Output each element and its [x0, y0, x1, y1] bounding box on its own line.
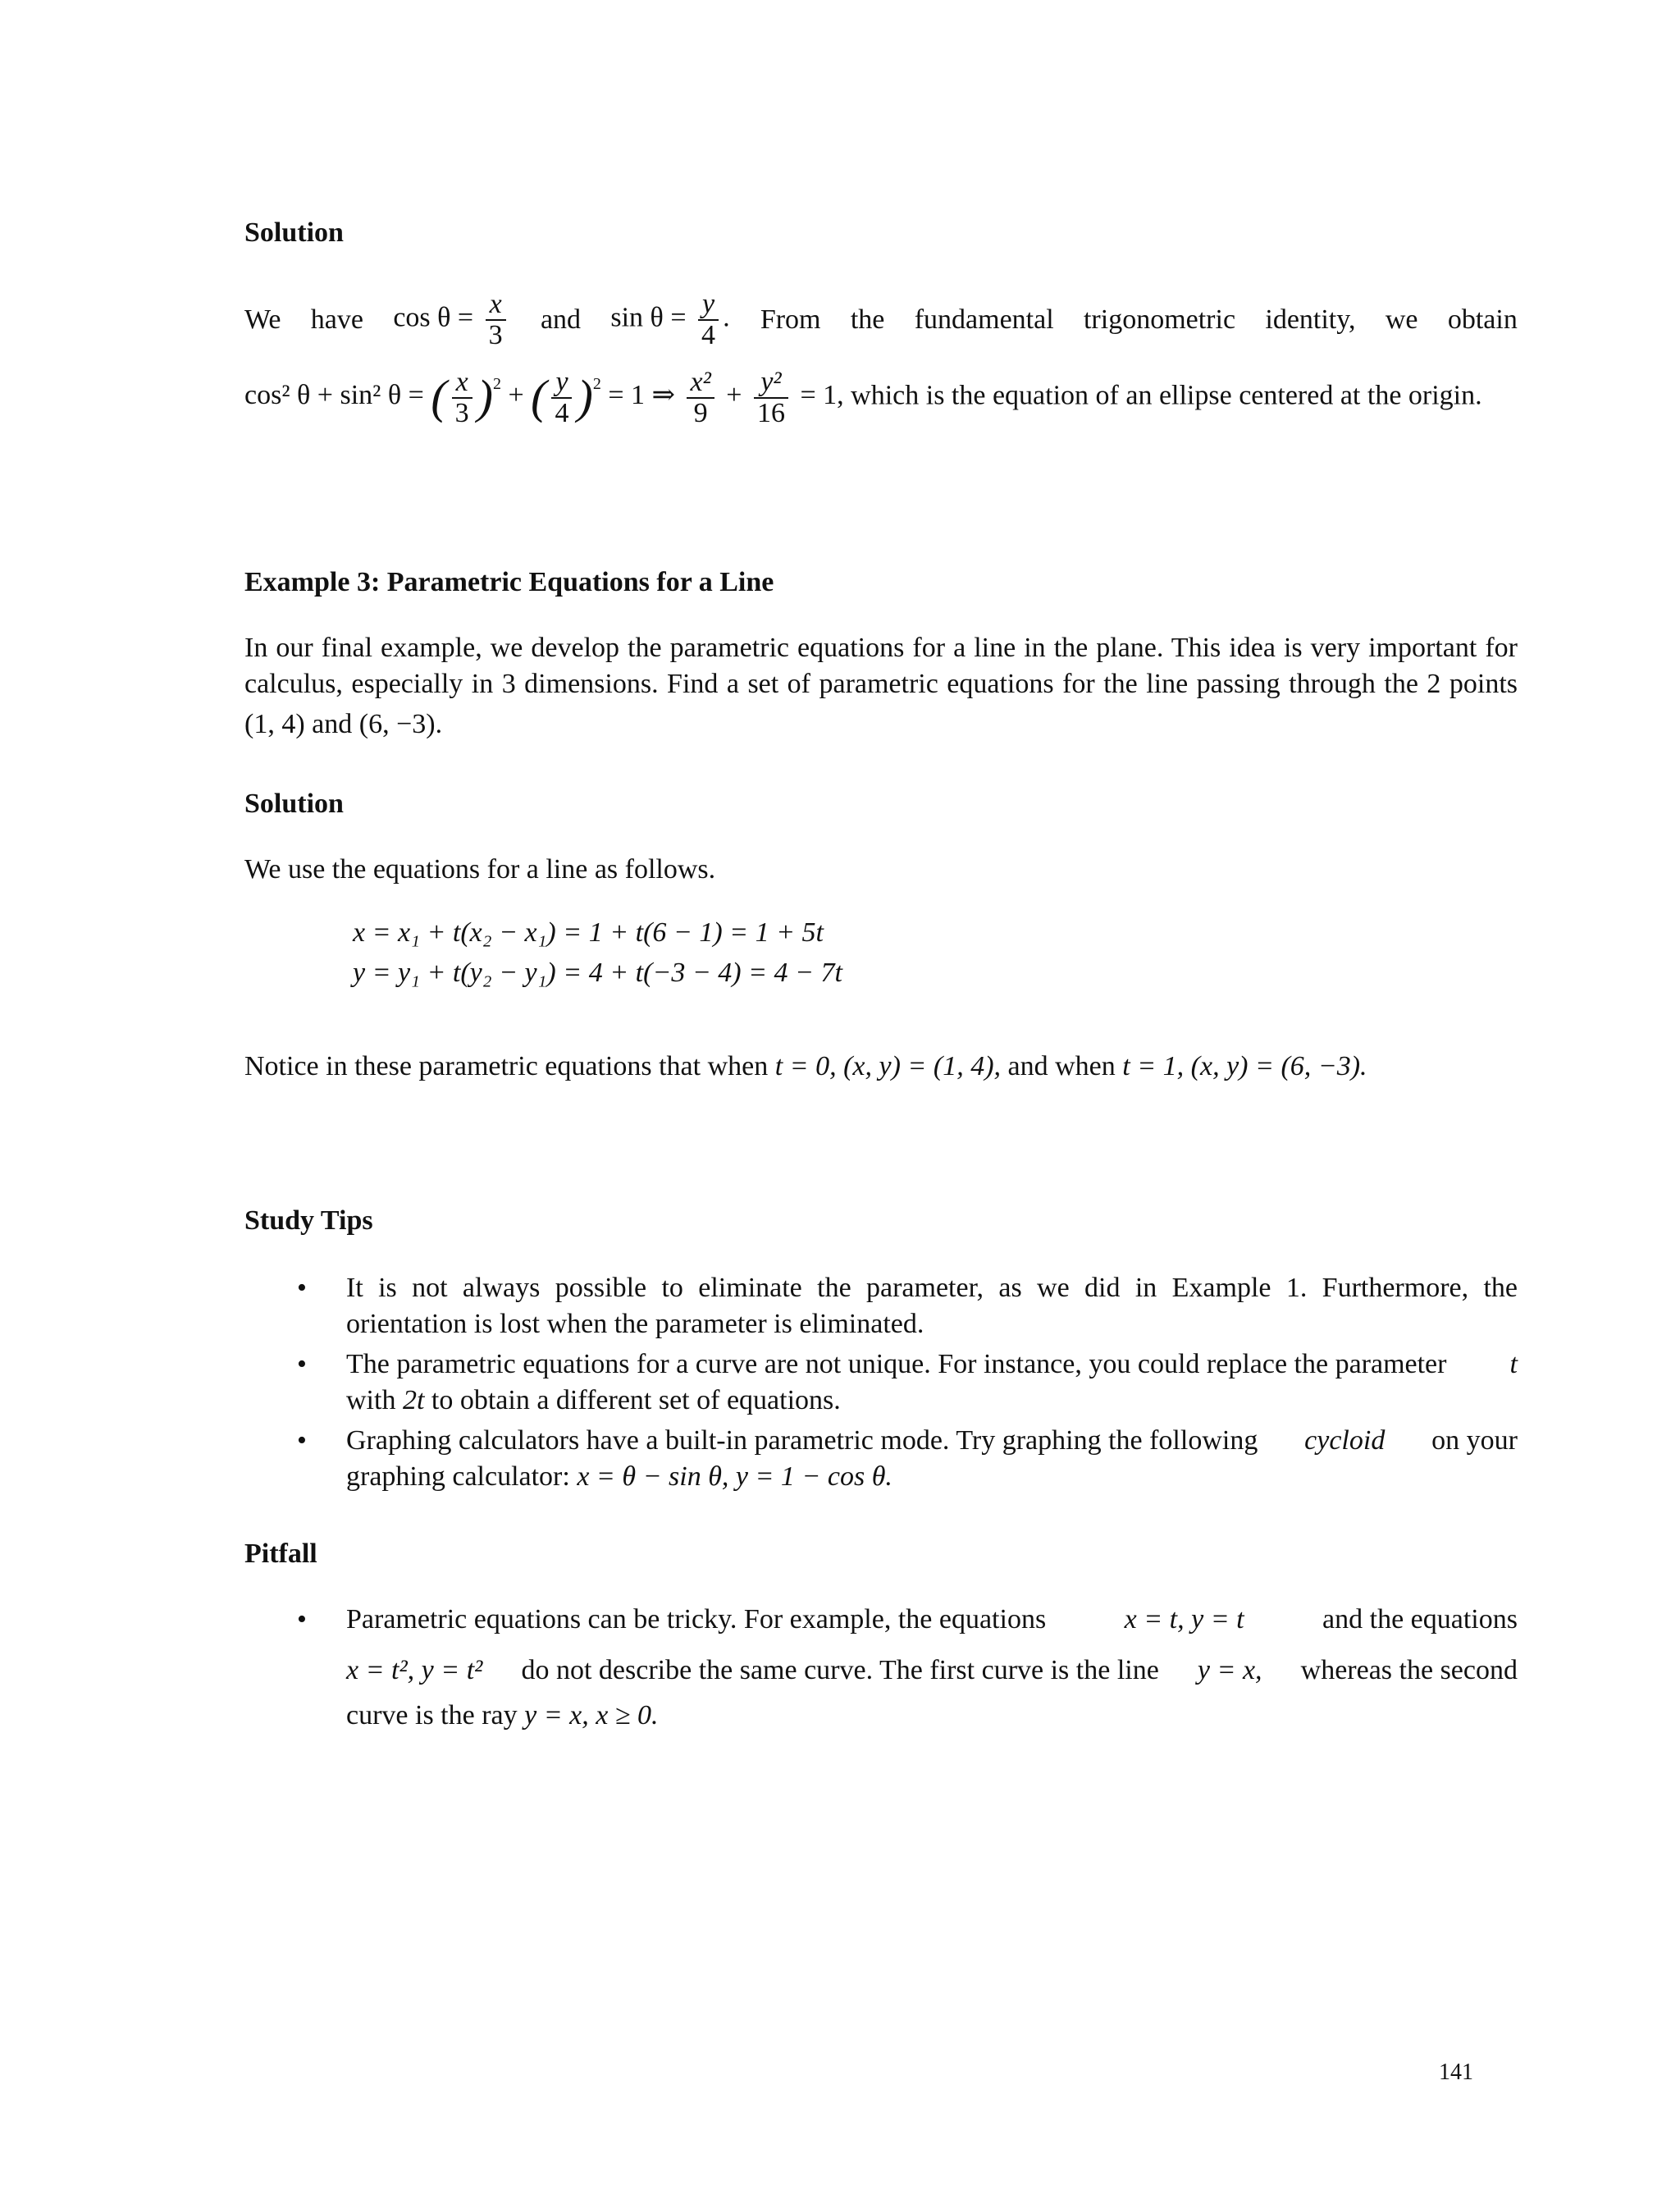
bullet-icon: • — [297, 1349, 307, 1380]
solution-line-1 — [244, 289, 1518, 351]
ellipse-sentence: which is the equation of an ellipse centered at the origin. — [851, 380, 1482, 411]
study-tips-list — [244, 1270, 1518, 1499]
point-2: (6, −3). — [358, 709, 443, 740]
identity-equation: cos² θ + sin² θ = ( $\frac{x}{3}$ )$^2$ + ( $\frac{y}{4}$ )$^2$ = 1 ⇒ $\frac{\text{x²}}{9}$ + $\frac{\text{y²}}{16}$ = 1, — [244, 367, 844, 428]
fraction: $\frac{y}{4}$ — [698, 290, 719, 350]
list-item: • Graphing calculators have a built-in parametric mode. Try graphing the following cycloid on your graphing calculator: x = θ − sin θ, y = 1 − cos θ. — [244, 1423, 1518, 1494]
fraction: $\frac{x}{3}$ — [486, 290, 506, 350]
cos-equation: cos θ = $\frac{x}{3}$ — [393, 290, 510, 350]
equation-x: x = x₁ + t(x₂ − x₁) = 1 + t(6 − 1) = 1 + 5t — [353, 917, 824, 948]
sin-equation: sin θ = $\frac{y}{4}$ . — [610, 289, 731, 350]
word: trigonometric — [1083, 304, 1236, 336]
notice-line: Notice in these parametric equations that when t = 0, (x, y) = (1, 4), and when t = 1, (x, y) = (6, −3). — [244, 1051, 1367, 1081]
page-number: 141 — [1439, 2060, 1473, 2085]
bullet-icon: • — [297, 1425, 307, 1456]
line-equations — [353, 912, 842, 994]
solution-line-2 — [244, 368, 1518, 427]
example-3-paragraph: In our final example, we develop the parametric equations for a line in the plane. This idea is very important for calculus, especially in 3 dimensions. Find a set of parametric equations for the line passing through the 2 points (1, 4) and (6, −3). — [244, 633, 1518, 740]
word: we — [1385, 304, 1418, 336]
bullet-icon: • — [297, 1604, 307, 1634]
word: We — [244, 304, 281, 336]
solution-heading: Solution — [244, 217, 344, 248]
word: the — [850, 304, 885, 336]
bullet-icon: • — [297, 1273, 307, 1303]
solution-2-intro: We use the equations for a line as follows. — [244, 854, 716, 885]
equation-y: y = y₁ + t(y₂ − y₁) = 4 + t(−3 − 4) = 4 − 7t — [353, 958, 842, 989]
study-tips-heading: Study Tips — [244, 1205, 373, 1236]
word: obtain — [1447, 304, 1518, 336]
word: and — [540, 304, 582, 336]
word: identity, — [1265, 304, 1356, 336]
pitfall-heading: Pitfall — [244, 1538, 317, 1569]
point-1: (1, 4) — [244, 709, 305, 740]
word: From — [760, 304, 821, 336]
example-3-heading: Example 3: Parametric Equations for a Line — [244, 567, 774, 597]
pitfall-list — [244, 1602, 1518, 1739]
solution-2-heading: Solution — [244, 789, 344, 819]
word: have — [310, 304, 363, 336]
word: fundamental — [914, 304, 1054, 336]
list-item: • Parametric equations can be tricky. For example, the equations x = t, y = t and the equations x = t², y = t² do not describe the same curve. The first curve is the line y = x, whereas the second curve is the ray y = x, x ≥ 0. — [244, 1602, 1518, 1734]
list-item: • It is not always possible to eliminate the parameter, as we did in Example 1. Furthermore, the orientation is lost when the parameter is eliminated. — [244, 1270, 1518, 1342]
list-item: • The parametric equations for a curve are not unique. For instance, you could replace the parameter t with 2t to obtain a different set of equations. — [244, 1346, 1518, 1418]
